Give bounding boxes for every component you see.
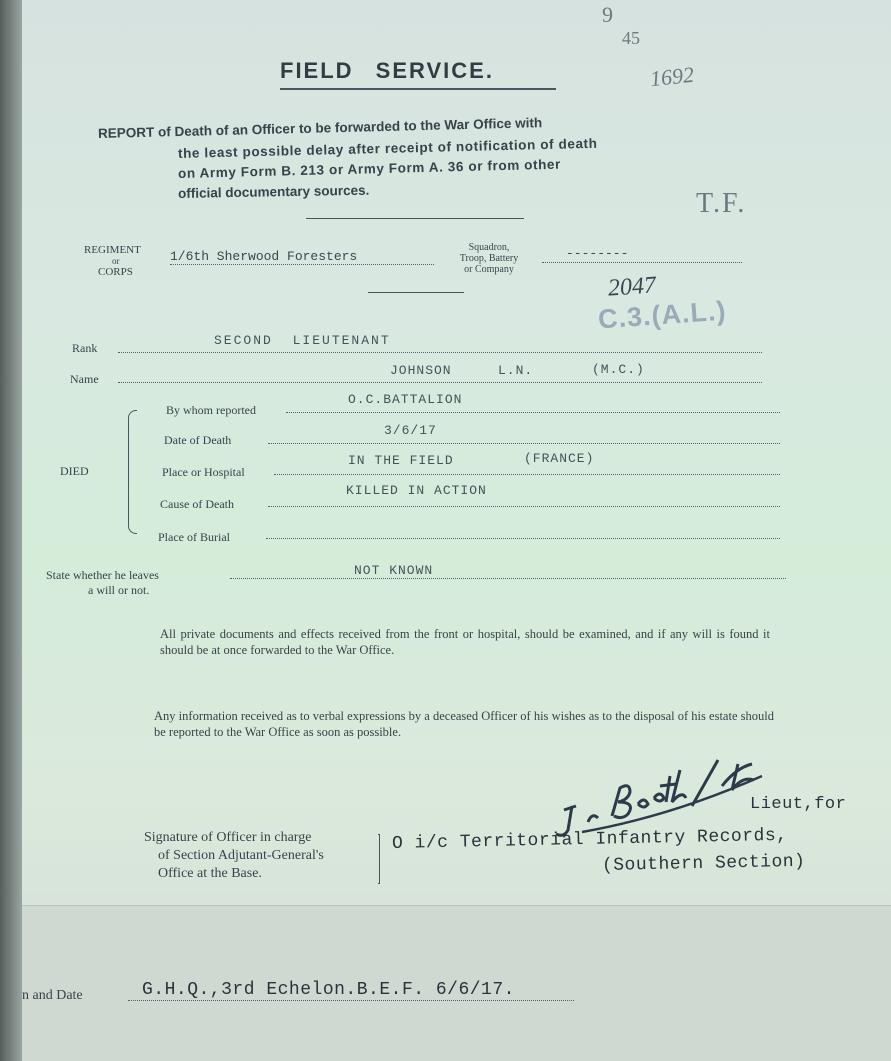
cause-of-death-label: Cause of Death <box>160 497 234 511</box>
intro-line-1: REPORT of Death of an Officer to be forwarded to the War Office with <box>97 115 543 141</box>
intro-line-3: on Army Form B. 213 or Army Form A. 36 or from other <box>177 156 562 181</box>
squadron-label-1: Squadron, <box>468 242 510 253</box>
signature-label-line2: of Section Adjutant-General's <box>158 848 324 863</box>
rank-label: Rank <box>72 341 98 355</box>
pencil-mark-folio: 1692 <box>648 61 696 92</box>
initials-value: L.N. <box>498 363 534 378</box>
title-underline <box>280 88 556 90</box>
regiment-label: REGIMENT <box>84 244 141 256</box>
date-of-death-dotline <box>268 443 780 444</box>
surname-value: JOHNSON <box>390 363 452 378</box>
paper-edge-shadow <box>0 0 22 1061</box>
verbal-expressions-note: Any information received as to verbal expressions by a deceased Officer of his wishes as to the disposal of his estate should be reported to the War Office as soon as possible. <box>154 709 774 739</box>
signature-label-line1: Signature of Officer in charge <box>144 830 312 845</box>
squadron-label-3: or Company <box>464 264 514 275</box>
regiment-value: 1/6th Sherwood Foresters <box>170 249 358 264</box>
regiment-label-or: or <box>112 256 120 266</box>
lieut-for: Lieut,for <box>750 795 847 814</box>
rank-dotline <box>118 352 762 353</box>
will-value: NOT KNOWN <box>354 563 434 578</box>
date-of-death-value: 3/6/17 <box>384 423 437 438</box>
will-label-line1: State whether he leaves <box>46 568 159 582</box>
regiment-divider <box>368 292 464 293</box>
reported-by-dotline <box>286 412 780 413</box>
cause-of-death-value: KILLED IN ACTION <box>346 483 487 498</box>
pencil-mark-tf: T.F. <box>696 188 747 219</box>
pencil-mark-9: 9 <box>602 2 613 27</box>
honours-value: (M.C.) <box>592 362 645 377</box>
place-date-label: n and Date <box>22 988 83 1003</box>
place-or-hospital-dotline <box>274 474 780 475</box>
private-documents-note: All private documents and effects received from the front or hospital, should be examined, and if any will is found it should be at once forwarded to the War Office. <box>160 627 770 657</box>
place-date-value: G.H.Q.,3rd Echelon.B.E.F. 6/6/17. <box>142 980 515 1000</box>
name-label: Name <box>70 372 99 386</box>
intro-line-2: the least possible delay after receipt of notification of death <box>177 135 598 161</box>
form-title: FIELD SERVICE. <box>280 58 494 83</box>
place-of-burial-label: Place of Burial <box>158 530 230 544</box>
date-of-death-label: Date of Death <box>164 433 232 447</box>
name-dotline <box>118 382 762 383</box>
signature-brace <box>378 834 380 884</box>
died-brace <box>128 410 137 534</box>
place-date-dotline <box>128 1000 574 1001</box>
will-dotline <box>230 578 786 579</box>
died-label: DIED <box>60 464 89 478</box>
place-or-hospital-value: IN THE FIELD <box>348 453 454 468</box>
regiment-dotline <box>170 264 434 265</box>
will-label-line2: a will or not. <box>88 583 150 597</box>
rank-value: SECOND LIEUTENANT <box>214 333 391 348</box>
squadron-label-2: Troop, Battery <box>459 253 519 264</box>
ink-number-mark: 2047 <box>607 272 657 302</box>
place-or-hospital-label: Place or Hospital <box>162 465 245 479</box>
signature-label-line3: Office at the Base. <box>158 866 262 881</box>
file-stamp: C.3.(A.L.) <box>597 295 728 335</box>
intro-line-4: official documentary sources. <box>177 182 370 201</box>
reported-by-label: By whom reported <box>166 403 256 417</box>
signature-value-line2: (Southern Section) <box>601 851 806 876</box>
squadron-value: -------- <box>566 246 629 261</box>
death-report-form <box>22 0 891 1061</box>
cause-of-death-dotline <box>268 506 780 507</box>
pencil-mark-45: 45 <box>622 28 640 48</box>
place-or-hospital-country: (FRANCE) <box>524 451 595 466</box>
reported-by-value: O.C.BATTALION <box>348 392 463 407</box>
header-divider <box>306 218 524 219</box>
corps-label: CORPS <box>98 266 133 278</box>
place-of-burial-dotline <box>266 538 780 539</box>
squadron-dotline <box>542 262 742 263</box>
signature-value-line1: O i/c Territorial Infantry Records, <box>391 825 788 854</box>
